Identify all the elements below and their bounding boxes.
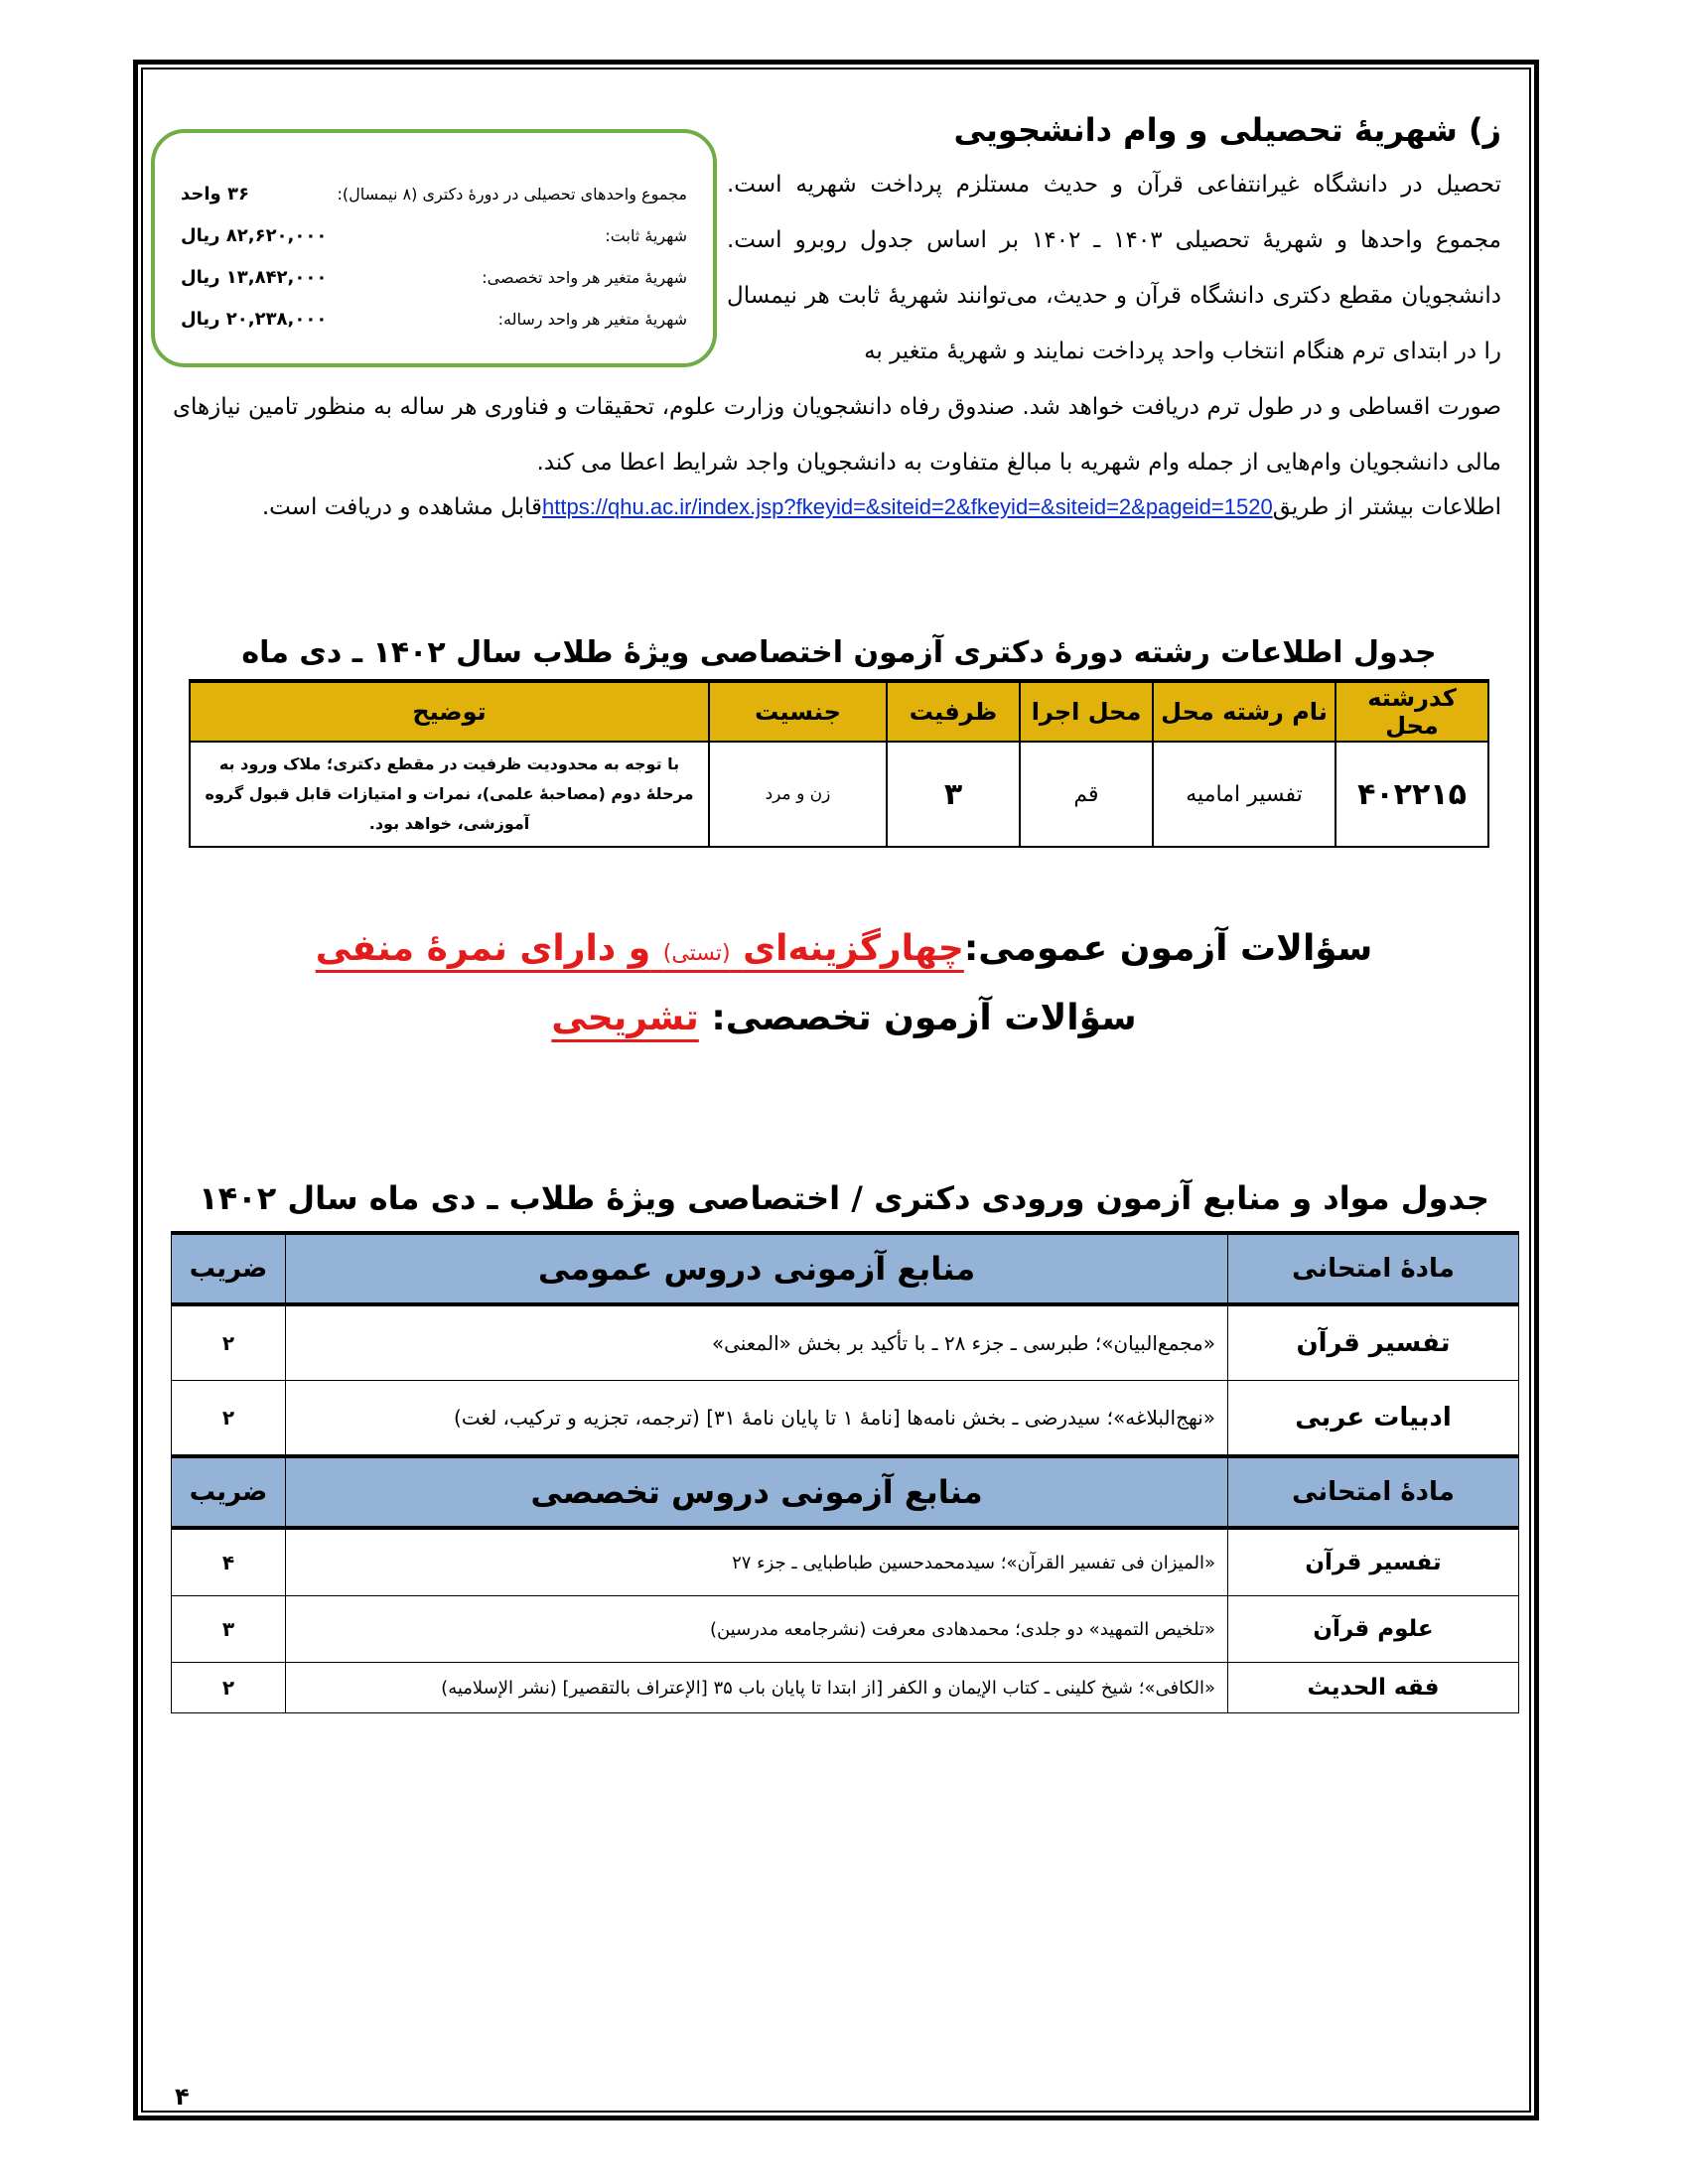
cell-coefficient: ۴ (172, 1528, 286, 1596)
fee-row-total-units (181, 173, 687, 214)
cell-subject: علوم قرآن (1228, 1596, 1519, 1663)
specialized-header-row (172, 1456, 1519, 1528)
cell-coefficient: ۲ (172, 1663, 286, 1713)
table-row (172, 1381, 1519, 1457)
section-title: ز) شهریهٔ تحصیلی و وام دانشجویی (953, 111, 1501, 149)
table2-title: جدول مواد و منابع آزمون ورودی دکتری / اختصاصی ویژهٔ طلاب ـ دی ماه سال ۱۴۰۲ (199, 1179, 1489, 1217)
cell-field: تفسیر امامیه (1153, 742, 1336, 847)
cell-coefficient: ۲ (172, 1304, 286, 1381)
cell-subject: تفسیر قرآن (1228, 1304, 1519, 1381)
cell-capacity: ۳ (887, 742, 1020, 847)
cell-source: «المیزان فی تفسیر القرآن»؛ سیدمحمدحسین طباطبایی ـ جزء ۲۷ (286, 1528, 1228, 1596)
col-subject: مادهٔ امتحانی (1228, 1233, 1519, 1304)
cell-code: ۴۰۲۲۱۵ (1336, 742, 1488, 847)
fee-value: ۲۰,۲۳۸,۰۰۰ ریال (181, 308, 328, 330)
cell-subject: فقه الحدیث (1228, 1663, 1519, 1713)
general-exam-type-b: و دارای نمرهٔ منفی (315, 928, 651, 969)
table-row (172, 1304, 1519, 1381)
col-note: توضیح (190, 681, 709, 742)
fee-row-fixed-tuition (181, 214, 687, 256)
cell-source: «تلخیص التمهید» دو جلدی؛ محمدهادی معرفت (نشرجامعه مدرسین) (286, 1596, 1228, 1663)
fee-label: شهریهٔ متغیر هر واحد رساله: (497, 309, 687, 329)
col-coefficient: ضریب (172, 1233, 286, 1304)
specialized-exam-type: تشریحی (551, 998, 699, 1038)
general-exam-type-paren: (تستی) (662, 941, 731, 966)
col-location: محل اجرا (1020, 681, 1153, 742)
cell-coefficient: ۲ (172, 1381, 286, 1457)
fee-value: ۳۶ واحد (181, 183, 249, 205)
university-link[interactable]: https://qhu.ac.ir/index.jsp?fkeyid=&siteid=2&fkeyid=&siteid=2&pageid=1520 (542, 494, 1273, 519)
exam-sources-table (171, 1231, 1519, 1713)
col-field: نام رشته محل (1153, 681, 1336, 742)
col-coefficient: ضریب (172, 1456, 286, 1528)
specialized-exam-line (0, 998, 1688, 1038)
col-sources: منابع آزمونی دروس عمومی (286, 1233, 1228, 1304)
col-sources: منابع آزمونی دروس تخصصی (286, 1456, 1228, 1528)
col-subject: مادهٔ امتحانی (1228, 1456, 1519, 1528)
general-exam-line (0, 928, 1688, 969)
page-number: ۴ (175, 2083, 190, 2111)
tuition-paragraph-top: تحصیل در دانشگاه غیرانتفاعی قرآن و حدیث مستلزم پرداخت شهریه است. مجموع واحدها و شهریهٔ تحصیلی ۱۴۰۳ ـ ۱۴۰۲ بر اساس جدول روبرو است. دانشجویان مقطع دکتری دانشگاه قرآن و حدیث، می‌توانند شهریهٔ ثابت هر نیمسال را در ابتدای ترم هنگام انتخاب واحد پرداخت نمایند و شهریهٔ متغیر به (727, 172, 1501, 364)
col-code: کدرشته محل (1336, 681, 1488, 742)
fee-row-variable-thesis (181, 298, 687, 340)
table-row (172, 1663, 1519, 1713)
program-info-table (189, 679, 1489, 848)
table-row (190, 742, 1488, 847)
table-row (172, 1596, 1519, 1663)
fee-summary-box (151, 129, 717, 367)
fee-label: شهریهٔ متغیر هر واحد تخصصی: (482, 267, 687, 287)
cell-source: «مجمع‌البیان»؛ طبرسی ـ جزء ۲۸ ـ با تأکید بر بخش «المعنی» (286, 1304, 1228, 1381)
general-exam-label: سؤالات آزمون عمومی: (963, 928, 1373, 969)
fee-label: شهریهٔ ثابت: (605, 225, 687, 245)
link-suffix: قابل مشاهده و دریافت است. (261, 494, 543, 520)
general-exam-type (316, 928, 964, 969)
col-capacity: ظرفیت (887, 681, 1020, 742)
cell-subject: تفسیر قرآن (1228, 1528, 1519, 1596)
general-header-row (172, 1233, 1519, 1304)
more-info-line (173, 494, 1501, 520)
cell-source: «الکافی»؛ شیخ کلینی ـ کتاب الإیمان و الکفر [از ابتدا تا پایان باب ۳۵ [الإعتراف بالتقصیر] (نشر الإسلامیه) (286, 1663, 1228, 1713)
cell-location: قم (1020, 742, 1153, 847)
cell-coefficient: ۳ (172, 1596, 286, 1663)
col-gender: جنسیت (709, 681, 887, 742)
fee-row-variable-specialized (181, 256, 687, 298)
table1-header-row (190, 681, 1488, 742)
table-row (172, 1528, 1519, 1596)
cell-source: «نهج‌البلاغه»؛ سیدرضی ـ بخش نامه‌ها [نامهٔ ۱ تا پایان نامهٔ ۳۱] (ترجمه، تجزیه و ترکیب، لغت) (286, 1381, 1228, 1457)
specialized-exam-label: سؤالات آزمون تخصصی: (711, 998, 1137, 1038)
fee-value: ۱۳,۸۴۲,۰۰۰ ریال (181, 266, 328, 288)
cell-note: با توجه به محدودیت ظرفیت در مقطع دکتری؛ ملاک ورود به مرحلهٔ دوم (مصاحبهٔ علمی)، نمرات و امتیازات قابل قبول گروه آموزشی، خواهد بود. (190, 742, 709, 847)
tuition-paragraph-bottom: صورت اقساطی و در طول ترم دریافت خواهد شد. صندوق رفاه دانشجویان وزارت علوم، تحقیقات و فناوری هر ساله به منظور تامین نیازهای مالی دانشجویان وام‌هایی از جمله وام شهریه با مبالغ متفاوت به دانشجویان واجد شرایط اعطا می کند. (173, 394, 1501, 476)
cell-gender: زن و مرد (709, 742, 887, 847)
table1-title: جدول اطلاعات رشته دورهٔ دکتری آزمون اختصاصی ویژهٔ طلاب سال ۱۴۰۲ ـ دی ماه (241, 635, 1437, 670)
general-exam-type-a: چهارگزینه‌ای (743, 928, 964, 969)
fee-value: ۸۲,۶۲۰,۰۰۰ ریال (181, 224, 328, 246)
fee-label: مجموع واحدهای تحصیلی در دورهٔ دکتری (۸ نیمسال): (337, 184, 687, 204)
link-prefix: اطلاعات بیشتر از طریق (1272, 494, 1501, 520)
cell-subject: ادبیات عربی (1228, 1381, 1519, 1457)
